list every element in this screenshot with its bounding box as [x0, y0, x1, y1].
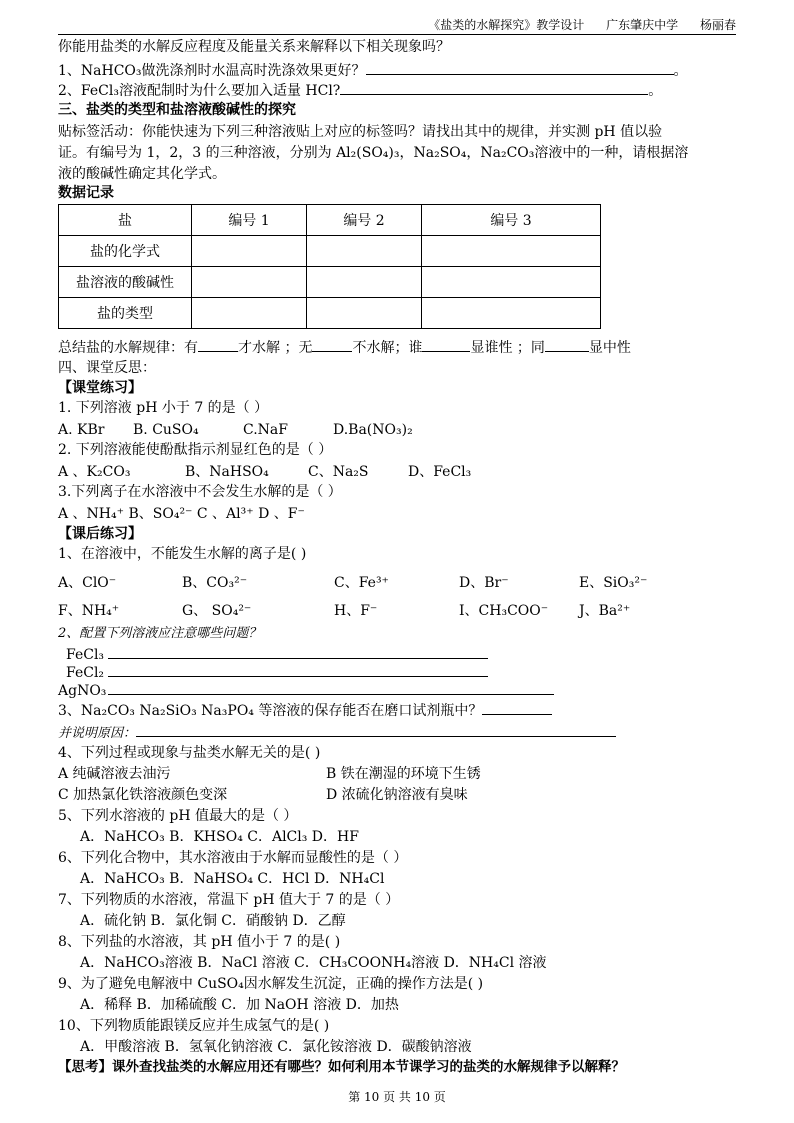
hw-q7: 7、下列物质的水溶液，常温下 pH 值大于 7 的是（ ）	[58, 892, 400, 908]
hw-q3: 3、Na₂CO₃ Na₂SiO₃ Na₃PO₄ 等溶液的保存能否在磨口试剂瓶中？	[58, 700, 552, 721]
hw-q5-options: A．NaHCO₃ B．KHSO₄ C．AlCl₃ D．HF	[80, 829, 359, 845]
hw-q2-fecl2: FeCl₂	[66, 662, 488, 683]
hw-q8: 8、下列盐的水溶液，其 pH 值小于 7 的是( )	[58, 934, 341, 950]
paragraph-line-3: 液的酸碱性确定其化学式。	[58, 166, 226, 182]
table-row	[59, 236, 601, 267]
table-header-cell: 编号 1	[192, 205, 307, 236]
table-row-label: 盐溶液的酸碱性	[59, 267, 192, 298]
table-header-cell: 盐	[59, 205, 192, 236]
question-intro: 你能用盐类的水解反应程度及能量关系来解释以下相关现象吗？	[58, 39, 450, 55]
paragraph-line-1: 贴标签活动：你能快速为下列三种溶液贴上对应的标签吗？请找出其中的规律，并实测 pH 值以验	[58, 124, 663, 140]
class-q1-options: A. KBr B. CuSO₄ C.NaF D.Ba(NO₃)₂	[58, 422, 413, 438]
question-2: 2、FeCl₃溶液配制时为什么要加入适量 HCl? 。	[58, 80, 662, 101]
hw-q9: 9、为了避免电解液中 CuSO₄因水解发生沉淀，正确的操作方法是( )	[58, 976, 484, 992]
table-header-cell: 编号 3	[422, 205, 601, 236]
table-row	[59, 205, 601, 236]
data-table	[58, 204, 601, 329]
table-header-cell: 编号 2	[307, 205, 422, 236]
page-footer: 第 10 页 共 10 页	[348, 1090, 446, 1104]
hw-q1-options-row1: A、ClO⁻ B、CO₃²⁻ C、Fe³⁺ D、Br⁻ E、SiO₃²⁻	[58, 575, 648, 591]
blank-cell[interactable]	[192, 267, 307, 298]
hw-q10-options: A．甲酸溶液 B．氢氧化钠溶液 C．氯化铵溶液 D．碳酸钠溶液	[80, 1039, 472, 1055]
blank-cell[interactable]	[307, 298, 422, 329]
hw-q3-reason: 并说明原因：	[58, 722, 616, 744]
blank-cell[interactable]	[422, 298, 601, 329]
blank-cell[interactable]	[192, 236, 307, 267]
header-school: 广东肇庆中学	[606, 18, 679, 32]
hw-q1: 1、在溶液中，不能发生水解的离子是( )	[58, 546, 307, 562]
hw-q9-options: A．稀释 B．加稀硫酸 C．加 NaOH 溶液 D．加热	[80, 997, 399, 1013]
hw-q5: 5、下列水溶液的 pH 值最大的是（ ）	[58, 808, 298, 824]
blank-cell[interactable]	[422, 236, 601, 267]
table-row	[59, 298, 601, 329]
hw-q4-options-ab: A 纯碱溶液去油污 B 铁在潮湿的环境下生锈	[58, 766, 481, 782]
homework-heading: 【课后练习】	[58, 526, 142, 542]
hw-q10: 10、下列物质能跟镁反应并生成氢气的是( )	[58, 1018, 330, 1034]
hydrolysis-rule: 总结盐的水解规律：有 才水解 ；无 不水解；谁 显谁性 ；同 显中性	[58, 337, 631, 358]
hw-q1-options-row2: F、NH₄⁺ G、 SO₄²⁻ H、F⁻ I、CH₃COO⁻ J、Ba²⁺	[58, 603, 631, 619]
section-3-heading: 三、盐类的类型和盐溶液酸碱性的探究	[58, 102, 296, 118]
header-title: 《盐类的水解探究》教学设计	[428, 18, 585, 32]
blank-cell[interactable]	[307, 236, 422, 267]
blank-cell[interactable]	[192, 298, 307, 329]
question-1: 1、NaHCO₃做洗涤剂时水温高时洗涤效果更好？ 。	[58, 60, 688, 81]
table-row	[59, 267, 601, 298]
paragraph-line-2: 证。有编号为 1，2，3 的三种溶液，分别为 Al₂(SO₄)₃，Na₂SO₄，Na₂CO₃溶液中的一种，请根据溶	[58, 145, 689, 161]
hw-q6-options: A．NaHCO₃ B．NaHSO₄ C．HCl D．NH₄Cl	[80, 871, 385, 887]
hw-q2-fecl3: FeCl₃	[66, 644, 488, 665]
class-exercise-heading: 【课堂练习】	[58, 380, 142, 396]
class-q1: 1. 下列溶液 pH 小于 7 的是（ ）	[58, 400, 269, 416]
header-author: 杨丽春	[699, 18, 736, 32]
think-question: 【思考】课外查找盐类的水解应用还有哪些？如何利用本节课学习的盐类的水解规律予以解释？	[58, 1059, 625, 1075]
hw-q2-agno3: AgNO₃	[58, 680, 554, 701]
hw-q2: 2、配置下列溶液应注意哪些问题？	[58, 626, 262, 641]
hw-q4: 4、下列过程或现象与盐类水解无关的是( )	[58, 745, 321, 761]
class-q3: 3.下列离子在水溶液中不会发生水解的是（ ）	[58, 484, 342, 500]
table-row-label: 盐的化学式	[59, 236, 192, 267]
table-row-label: 盐的类型	[59, 298, 192, 329]
hw-q7-options: A．硫化钠 B．氯化铜 C．硝酸钠 D．乙醇	[80, 913, 346, 929]
data-record-title: 数据记录	[58, 185, 114, 201]
blank-cell[interactable]	[307, 267, 422, 298]
hw-q4-options-cd: C 加热氯化铁溶液颜色变深 D 浓硫化钠溶液有臭味	[58, 787, 468, 803]
class-q2: 2. 下列溶液能使酚酞指示剂显红色的是（ ）	[58, 442, 333, 458]
page-header	[58, 16, 736, 35]
class-q2-options: A 、K₂CO₃ B、NaHSO₄ C、Na₂S D、FeCl₃	[58, 464, 472, 480]
class-q3-options: A 、NH₄⁺ B、SO₄²⁻ C 、Al³⁺ D 、F⁻	[58, 506, 305, 522]
hw-q6: 6、下列化合物中，其水溶液由于水解而显酸性的是（ ）	[58, 850, 408, 866]
blank-cell[interactable]	[422, 267, 601, 298]
section-4-heading: 四、课堂反思：	[58, 360, 156, 376]
hw-q8-options: A．NaHCO₃溶液 B．NaCl 溶液 C．CH₃COONH₄溶液 D．NH₄Cl 溶液	[80, 955, 547, 971]
